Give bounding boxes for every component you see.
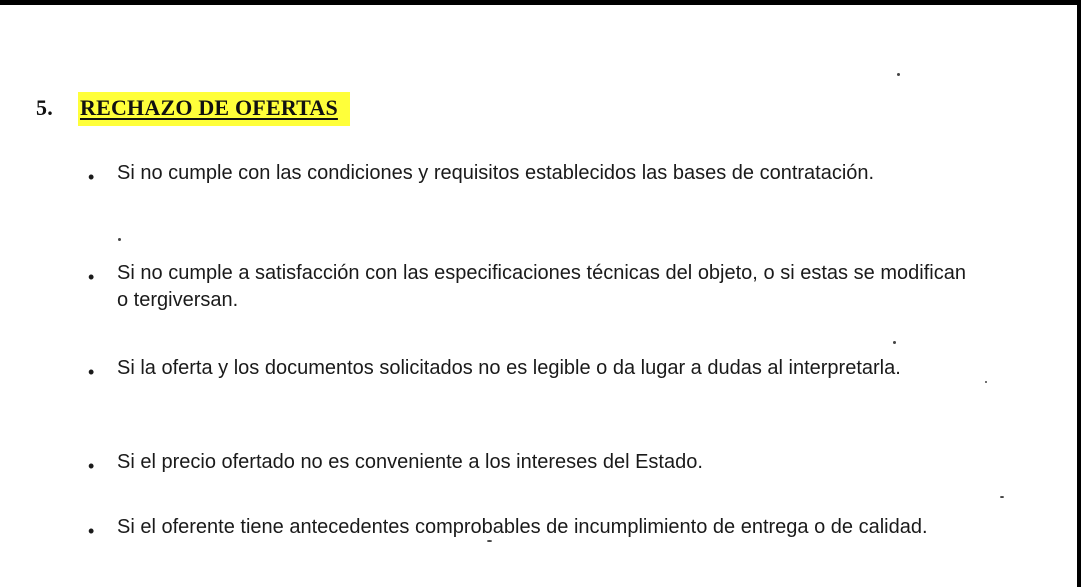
page-right-edge (1077, 0, 1081, 587)
list-item (86, 514, 966, 541)
scan-speck (897, 73, 900, 76)
list-item-text: Si no cumple con las condiciones y requisitos establecidos las bases de contratación. (117, 162, 875, 184)
scan-speck (118, 238, 121, 241)
scan-speck (893, 341, 896, 344)
list-item (86, 355, 966, 382)
section-heading (36, 92, 350, 126)
bullet-icon: • (88, 521, 95, 541)
scan-speck (1000, 496, 1004, 498)
bullet-icon: • (88, 267, 95, 287)
list-item-text: Si el oferente tiene antecedentes comprobables de incumplimiento de entrega o de calidad. (117, 516, 928, 538)
bullet-icon: • (88, 456, 95, 476)
section-title: RECHAZO DE OFERTAS (78, 92, 350, 126)
page-top-edge (0, 0, 1081, 5)
scan-speck (487, 540, 492, 542)
section-number: 5. (36, 95, 53, 120)
list-item (86, 449, 966, 476)
list-item-text: Si la oferta y los documentos solicitados no es legible o da lugar a dudas al interpretarla. (117, 357, 901, 379)
scan-speck (985, 381, 987, 383)
bullet-icon: • (88, 362, 95, 382)
bullet-icon: • (88, 167, 95, 187)
list-item-text: Si no cumple a satisfacción con las especificaciones técnicas del objeto, o si estas se modifican o tergiversan. (117, 262, 966, 311)
list-item (86, 260, 966, 314)
list-item-text: Si el precio ofertado no es conveniente a los intereses del Estado. (117, 451, 703, 473)
list-item (86, 160, 966, 187)
